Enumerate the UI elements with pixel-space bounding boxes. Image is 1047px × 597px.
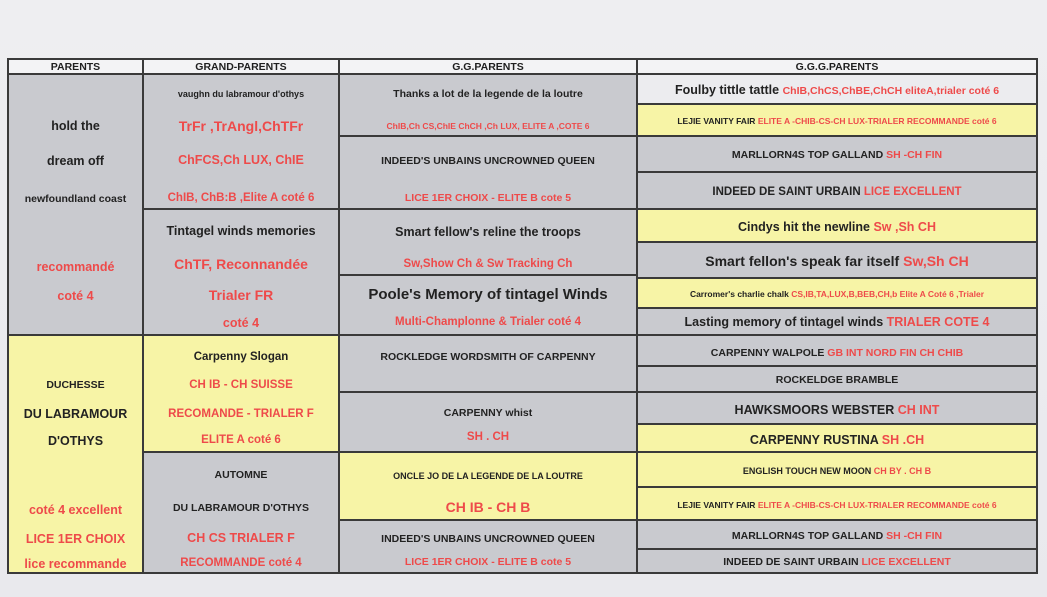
gggp7-titles: CS,IB,TA,LUX,B,BEB,CH,b Elite A Coté 6 ,Trialer (791, 289, 985, 299)
ggp3-titles: Sw,Show Ch & Sw Tracking Ch (403, 258, 573, 270)
gp1-titles-3: ChIB, ChB:B ,Elite A coté 6 (167, 192, 315, 204)
header-gggparents: G.G.G.PARENTS (638, 60, 1036, 75)
gggp3-name: MARLLORN4S TOP GALLAND (731, 149, 884, 161)
gggp11-text (638, 403, 1036, 417)
gggp9-text (638, 347, 1036, 359)
gp1-titles-2: ChFCS,Ch LUX, ChIE (178, 153, 304, 167)
gp1-name: vaughn du labramour d'othys (177, 89, 305, 99)
gggparent-12 (638, 425, 1036, 453)
grandparent-1 (144, 75, 338, 210)
ggparent-5 (340, 336, 636, 393)
gggp3-titles: SH -CH FIN (886, 149, 943, 161)
gggp13-name: ENGLISH TOUCH NEW MOON (742, 466, 872, 476)
gggparent-13 (638, 453, 1036, 488)
gggp7-name: Carromer's charlie chalk (689, 289, 789, 299)
ggp5-name: ROCKLEDGE WORDSMITH OF CARPENNY (380, 351, 596, 363)
ggp6-titles: SH . CH (466, 431, 510, 443)
gggp3-text (638, 149, 1036, 161)
gggp2-text (638, 116, 1036, 126)
dam-line6: lice recommande (24, 557, 127, 571)
gggparent-5 (638, 210, 1036, 243)
ggp2-name: INDEED'S UNBAINS UNCROWNED QUEEN (381, 155, 595, 167)
gggp7-text (638, 289, 1036, 299)
gggparent-4 (638, 173, 1036, 210)
gggp2-titles: ELITE A -CHIB-CS-CH LUX-TRIALER RECOMMANDE coté 6 (757, 116, 997, 126)
ggp3-name: Smart fellow's reline the troops (395, 225, 581, 239)
gggp13-text (638, 466, 1036, 476)
gggp11-name: HAWKSMOORS WEBSTER (734, 403, 895, 417)
ggp6-name: CARPENNY whist (443, 407, 533, 419)
gggp12-titles: SH .CH (881, 433, 925, 447)
header-ggparents: G.G.PARENTS (340, 60, 636, 75)
gggparents-column (638, 75, 1036, 572)
gggp9-titles: GB INT NORD FIN CH CHIB (827, 347, 964, 359)
gggp13-titles: CH BY . CH B (873, 466, 932, 476)
gggparent-16 (638, 550, 1036, 572)
gp2-titles-1: ChTF, Reconnandée (174, 256, 308, 272)
ggparent-4 (340, 276, 636, 336)
sire-line4: recommandé (36, 260, 115, 274)
ggp1-titles: ChIB,Ch CS,ChIE ChCH ,Ch LUX, ELITE A ,COTE 6 (386, 121, 590, 131)
gggparent-11 (638, 393, 1036, 425)
dam-line5: LICE 1ER CHOIX (25, 532, 126, 546)
gggp8-name: Lasting memory of tintagel winds (684, 315, 884, 329)
parents-column (9, 75, 142, 572)
gggp12-name: CARPENNY RUSTINA (749, 433, 879, 447)
gp2-name: Tintagel winds memories (166, 224, 316, 238)
ggparent-6 (340, 393, 636, 453)
gggp16-titles: LICE EXCELLENT (861, 556, 951, 568)
gggp16-text (638, 556, 1036, 568)
gp1-titles-1: TrFr ,TrAngl,ChTFr (178, 118, 304, 134)
ggp8-titles: LICE 1ER CHOIX - ELITE B cote 5 (404, 556, 572, 568)
gggp10-text (638, 374, 1036, 386)
gggp4-name: INDEED DE SAINT URBAIN (712, 186, 861, 198)
sire-line5: coté 4 (57, 289, 94, 303)
gggparent-3 (638, 137, 1036, 173)
gp4-titles-2: RECOMMANDE coté 4 (180, 557, 302, 569)
gp3-titles-2: RECOMANDE - TRIALER F (168, 408, 314, 420)
ggparent-3 (340, 210, 636, 276)
ggp2-titles: LICE 1ER CHOIX - ELITE B cote 5 (404, 192, 572, 204)
gggp14-name: LEJIE VANITY FAIR (677, 500, 756, 510)
header-grandparents: GRAND-PARENTS (144, 60, 338, 75)
gggp6-text (638, 253, 1036, 269)
gp3-titles-1: CH IB - CH SUISSE (189, 379, 293, 391)
gggp2-name: LEJIE VANITY FAIR (677, 116, 756, 126)
ggparent-2 (340, 137, 636, 210)
gp2-titles-2: Trialer FR (208, 287, 274, 303)
gggp1-name: Foulby tittle tattle (674, 83, 780, 97)
gggp16-name: INDEED DE SAINT URBAIN (723, 556, 859, 568)
gggp14-titles: ELITE A -CHIB-CS-CH LUX-TRIALER RECOMMANDE coté 6 (757, 500, 997, 510)
grandparents-column (144, 75, 338, 572)
ggp1-name: Thanks a lot de la legende de la loutre (393, 88, 583, 100)
dam-line1: DUCHESSE (46, 379, 105, 391)
gggp14-text (638, 500, 1036, 510)
ggparent-8 (340, 521, 636, 572)
parent-sire (9, 75, 142, 336)
gp3-name: Carpenny Slogan (193, 351, 289, 363)
sire-line2: dream off (47, 154, 104, 168)
gggp1-titles: ChIB,ChCS,ChBE,ChCH eliteA,trialer coté 6 (782, 85, 1000, 97)
gggp11-titles: CH INT (897, 403, 940, 417)
gggp5-text (638, 220, 1036, 234)
gggp15-name: MARLLORN4S TOP GALLAND (731, 530, 884, 542)
gp2-titles-3: coté 4 (222, 316, 260, 330)
ggparents-column (340, 75, 636, 572)
ggparent-1 (340, 75, 636, 137)
gggparent-2 (638, 105, 1036, 137)
gggp4-titles: LICE EXCELLENT (863, 186, 962, 198)
gggparent-7 (638, 279, 1036, 309)
dam-line2: DU LABRAMOUR (23, 407, 128, 421)
ggp7-titles: CH IB - CH B (445, 499, 531, 515)
grandparent-3 (144, 336, 338, 453)
gggp15-text (638, 530, 1036, 542)
gggp12-text (638, 433, 1036, 447)
pedigree-table (7, 58, 1038, 574)
gggp1-text (638, 83, 1036, 97)
gggp9-name: CARPENNY WALPOLE (710, 347, 825, 359)
ggp7-name: ONCLE JO DE LA LEGENDE DE LA LOUTRE (393, 471, 583, 481)
grandparent-4 (144, 453, 338, 572)
gggp15-titles: SH -CH FIN (886, 530, 943, 542)
gp4-name-2: DU LABRAMOUR D'OTHYS (172, 502, 310, 514)
sire-line3: newfoundland coast (24, 193, 127, 205)
header-parents: PARENTS (9, 60, 142, 75)
gggp6-name: Smart fellon's speak far itself (705, 253, 900, 269)
gggp6-titles: Sw,Sh CH (903, 253, 969, 269)
dam-line3: D'OTHYS (47, 434, 104, 448)
gggp8-titles: TRIALER COTE 4 (886, 315, 990, 329)
gggp8-text (638, 315, 1036, 329)
gggparent-15 (638, 521, 1036, 550)
gp4-name: AUTOMNE (214, 469, 268, 481)
gggp4-text (638, 186, 1036, 198)
ggparent-7 (340, 453, 636, 521)
gp3-titles-3: ELITE A coté 6 (201, 434, 281, 446)
gggparent-6 (638, 243, 1036, 279)
ggp4-name: Poole's Memory of tintagel Winds (368, 286, 608, 303)
gggparent-9 (638, 336, 1036, 367)
dam-line4: coté 4 excellent (28, 503, 123, 517)
grandparent-2 (144, 210, 338, 336)
gggp5-name: Cindys hit the newline (738, 220, 870, 234)
gggparent-8 (638, 309, 1036, 336)
gp4-titles-1: CH CS TRIALER F (187, 531, 295, 545)
gggparent-1 (638, 75, 1036, 105)
gggparent-10 (638, 367, 1036, 393)
sire-line1: hold the (51, 119, 100, 133)
ggp8-name: INDEED'S UNBAINS UNCROWNED QUEEN (381, 533, 595, 545)
gggp10-name: ROCKELDGE BRAMBLE (775, 374, 899, 386)
parent-dam (9, 336, 142, 572)
gggp5-titles: Sw ,Sh CH (873, 220, 936, 234)
gggparent-14 (638, 488, 1036, 521)
ggp4-titles: Multi-Champlonne & Trialer coté 4 (395, 316, 581, 328)
